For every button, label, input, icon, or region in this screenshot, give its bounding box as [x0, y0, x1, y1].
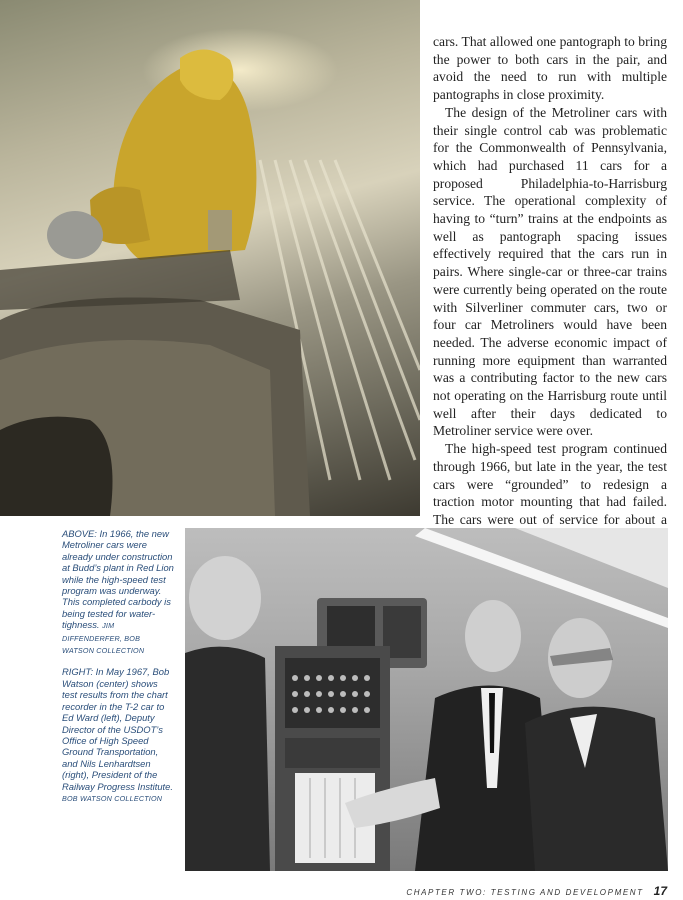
body-paragraph: cars. That allowed one pantograph to bring the power to both cars in the pair, and avoid the need to run with multiple pantographs in close proximity. — [433, 34, 667, 103]
carbody-photo-illustration — [0, 0, 420, 516]
body-paragraph: The design of the Metroliner cars with their single control cab was problematic for the Commonwealth of Pennsylvania, which had purchased 11 cars for a proposed Philadelphia-to-Harrisburg service. The operational complexity of having to “turn” trains at the endpoints as well as pantograph spacing issues effectively required that the cars run in pairs. Where single-car or three-car trains were currently being operated on the route with Silverliner commuter cars, two or four car Metroliners would have been needed. The adverse economic impact of running more equipment than warranted was a contributing factor to the new cars not operating on the Harrisburg route until well after their days dedicated to Metroliner service were over. — [433, 104, 667, 439]
caption-above-credit: JIM DIFFENDERFER, BOB WATSON COLLECTION — [62, 621, 145, 656]
page-footer — [406, 884, 667, 898]
page-number: 17 — [653, 884, 667, 898]
photo-captions — [62, 528, 174, 814]
body-paragraph: The high-speed test program continued through 1966, but late in the year, the test cars were “grounded” to redesign a traction motor mounting that had failed. The cars were out of service for about a — [433, 441, 667, 527]
chart-recorder-illustration — [185, 528, 668, 871]
caption-above-text: ABOVE: In 1966, the new Metroliner cars were already under construction at Budd’s plant in Red Lion while the high-speed test program was underway. This completed carbody is being tested for water-tighness. — [62, 528, 174, 631]
chart-recorder-photo — [185, 528, 668, 871]
caption-right — [62, 666, 174, 804]
chapter-title: CHAPTER TWO: TESTING AND DEVELOPMENT — [406, 888, 644, 897]
caption-right-text: RIGHT: In May 1967, Bob Watson (center) shows test results from the chart recorder in the T-2 car to Ed Ward (left), Deputy Director of the USDOT’s Office of High Speed Ground Transportation, and Nils Lenhardtsen (right), President of the Railway Progress Institute. — [62, 666, 173, 792]
carbody-water-test-photo — [0, 0, 420, 516]
caption-right-credit: BOB WATSON COLLECTION — [62, 793, 163, 803]
article-body — [433, 33, 667, 564]
caption-above — [62, 528, 174, 656]
